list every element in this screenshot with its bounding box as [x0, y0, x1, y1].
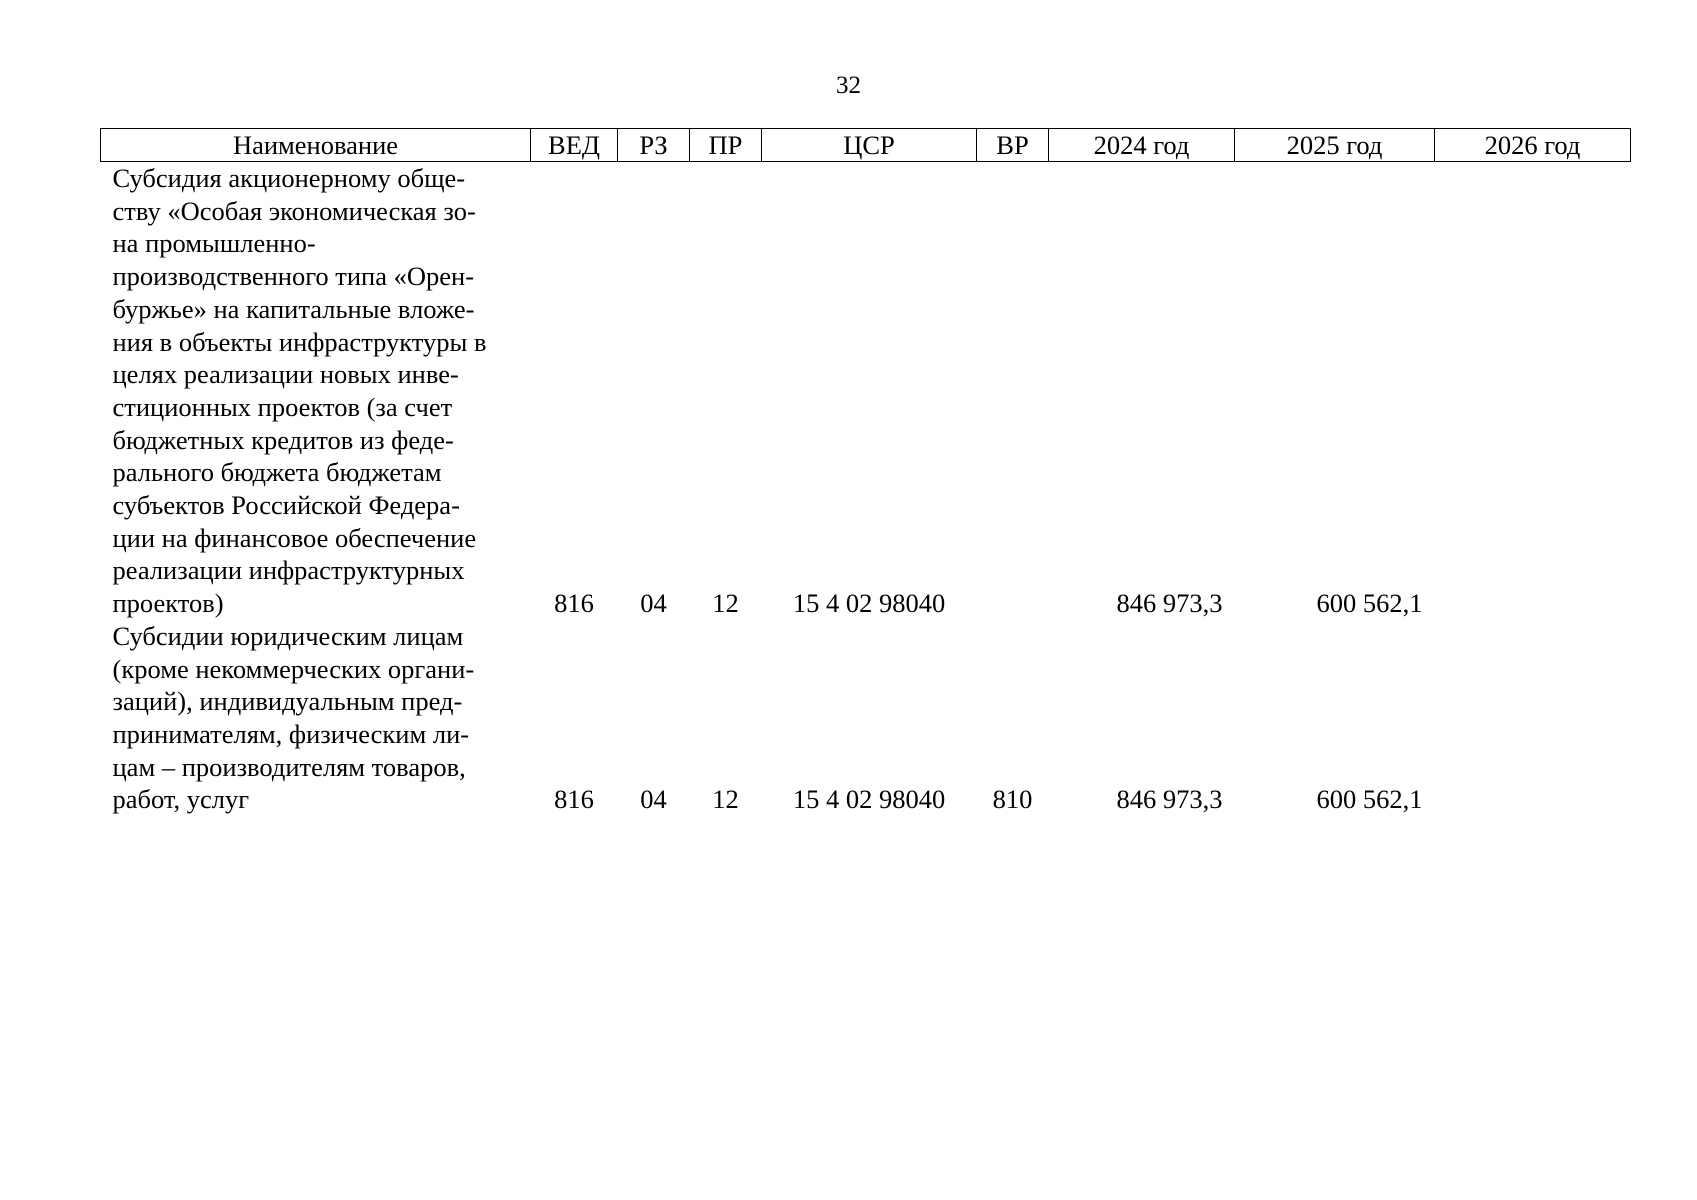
header-ved: ВЕД — [531, 129, 618, 162]
header-2026: 2026 год — [1435, 129, 1631, 162]
row-2026 — [1435, 620, 1631, 816]
row-name: Субсидия акционерному обще- ству «Особая экономическая зо- на промышленно- производственного типа «Орен- буржье» на капитальные вложе- ния в объекты инфраструктуры в целях реализации новых инве- стиционных проектов (за счет бюджетных кредитов из феде- рального бюджета бюджетам субъектов Российской Федера- ции на финансовое обеспечение реализации инфраструктурных проектов) — [112, 163, 487, 619]
row-csr: 15 4 02 98040 — [792, 588, 946, 619]
row-2024: 846 973,3 — [1116, 588, 1223, 619]
row-2024: 846 973,3 — [1116, 784, 1223, 815]
row-ved: 816 — [554, 784, 594, 815]
row-2026 — [1435, 162, 1631, 620]
row-pr: 12 — [712, 784, 739, 815]
row-name: Субсидии юридическим лицам (кроме некоммерческих органи- заций), индивидуальным пред- принимателям, физическим ли- цам – производителям товаров, работ, услуг — [112, 620, 475, 815]
row-vr: 810 — [992, 784, 1033, 815]
header-2024: 2024 год — [1049, 129, 1235, 162]
row-vr — [977, 162, 1049, 620]
row-ved: 816 — [554, 588, 594, 619]
table-header — [101, 129, 1631, 162]
header-csr: ЦСР — [762, 129, 977, 162]
header-2025: 2025 год — [1235, 129, 1435, 162]
row-csr: 15 4 02 98040 — [792, 784, 946, 815]
row-rz: 04 — [640, 588, 667, 619]
table-row — [101, 620, 1631, 816]
row-2025: 600 562,1 — [1316, 784, 1423, 815]
header-vr: ВР — [977, 129, 1049, 162]
header-name: Наименование — [101, 129, 531, 162]
page-number: 32 — [836, 72, 861, 99]
header-rz: РЗ — [618, 129, 690, 162]
row-pr: 12 — [712, 588, 739, 619]
budget-table — [100, 128, 1631, 816]
row-rz: 04 — [640, 784, 667, 815]
table-row — [101, 162, 1631, 620]
header-pr: ПР — [690, 129, 762, 162]
row-2025: 600 562,1 — [1316, 588, 1423, 619]
